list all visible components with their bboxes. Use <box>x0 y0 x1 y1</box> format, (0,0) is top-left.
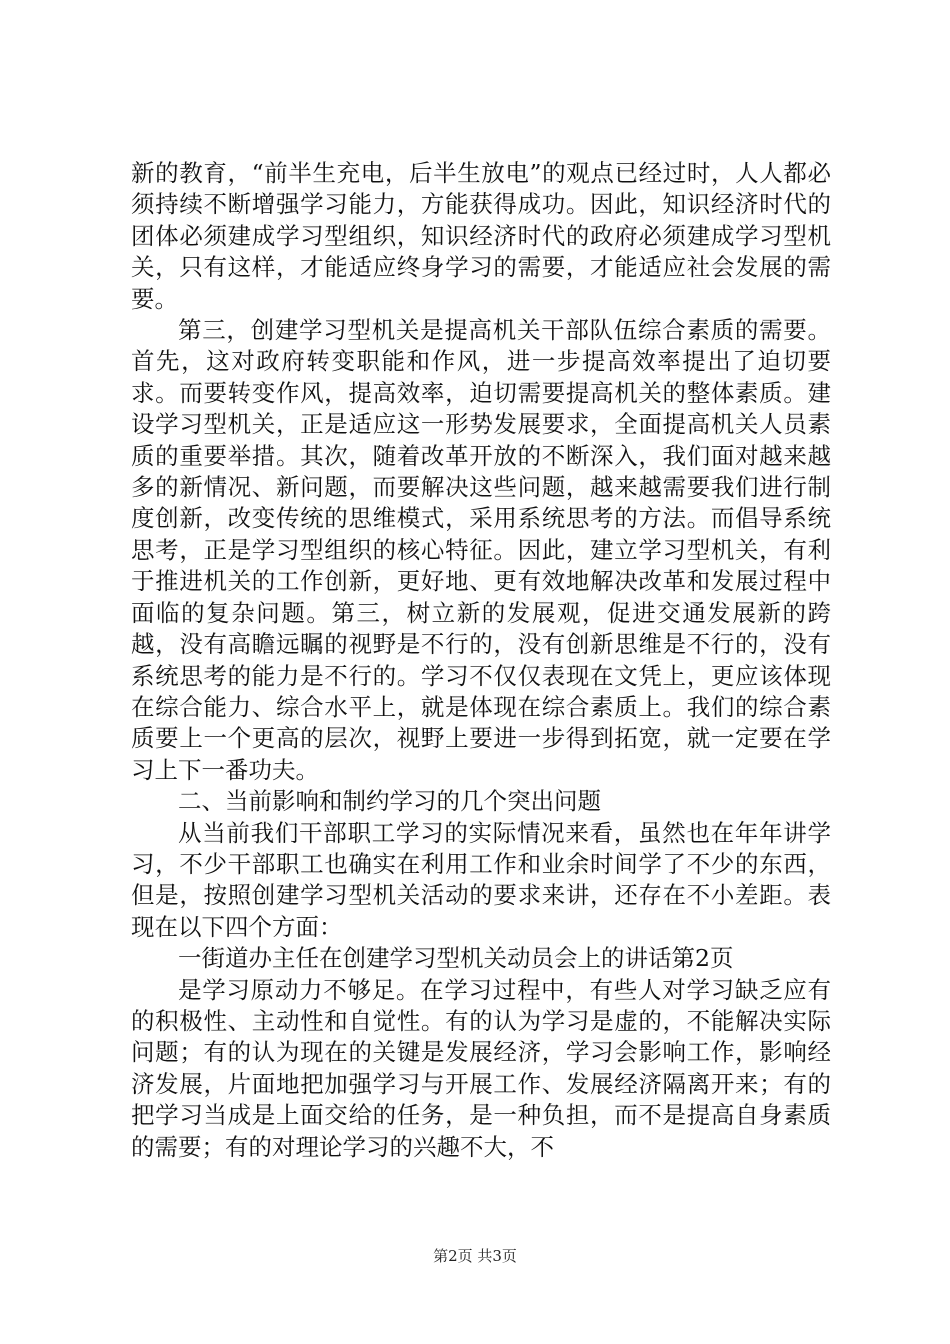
inline-page-title: 一街道办主任在创建学习型机关动员会上的讲话第2页 <box>178 944 734 973</box>
body-text <box>131 158 831 1163</box>
paragraph-3: 从当前我们干部职工学习的实际情况来看，虽然也在年年讲学习，不少干部职工也确实在利用工作和业余时间学了不少的东西，但是，按照创建学习型机关活动的要求来讲，还存在不小差距。表现在以下四个方面： <box>131 818 831 941</box>
section-heading: 二、当前影响和制约学习的几个突出问题 <box>178 787 601 816</box>
paragraph-1: 新的教育，“前半生充电，后半生放电”的观点已经过时，人人都必须持续不断增强学习能力，方能获得成功。因此，知识经济时代的团体必须建成学习型组织，知识经济时代的政府必须建成学习型机关，只有这样，才能适应终身学习的需要，才能适应社会发展的需要。 <box>131 159 831 313</box>
page-footer: 第2页 共3页 <box>433 1247 517 1265</box>
paragraph-4: 是学习原动力不够足。在学习过程中，有些人对学习缺乏应有的积极性、主动性和自觉性。有的认为学习是虚的，不能解决实际问题；有的认为现在的关键是发展经济，学习会影响工作，影响经济发展，片面地把加强学习与开展工作、发展经济隔离开来；有的把学习当成是上面交给的任务，是一种负担，而不是提高自身素质的需要；有的对理论学习的兴趣不大，不 <box>131 975 831 1161</box>
paragraph-2: 第三，创建学习型机关是提高机关干部队伍综合素质的需要。首先，这对政府转变职能和作风，进一步提高效率提出了迫切要求。而要转变作风，提高效率，迫切需要提高机关的整体素质。建设学习型机关，正是适应这一形势发展要求，全面提高机关人员素质的重要举措。其次，随着改革开放的不断深入，我们面对越来越多的新情况、新问题，而要解决这些问题，越来越需要我们进行制度创新，改变传统的思维模式，采用系统思考的方法。而倡导系统思考，正是学习型组织的核心特征。因此，建立学习型机关，有利于推进机关的工作创新，更好地、更有效地解决改革和发展过程中面临的复杂问题。第三，树立新的发展观，促进交通发展新的跨越，没有高瞻远瞩的视野是不行的，没有创新思维是不行的，没有系统思考的能力是不行的。学习不仅仅表现在文凭上，更应该体现在综合能力、综合水平上，就是体现在综合素质上。我们的综合素质要上一个更高的层次，视野上要进一步得到拓宽，就一定要在学习上下一番功夫。 <box>131 316 831 784</box>
